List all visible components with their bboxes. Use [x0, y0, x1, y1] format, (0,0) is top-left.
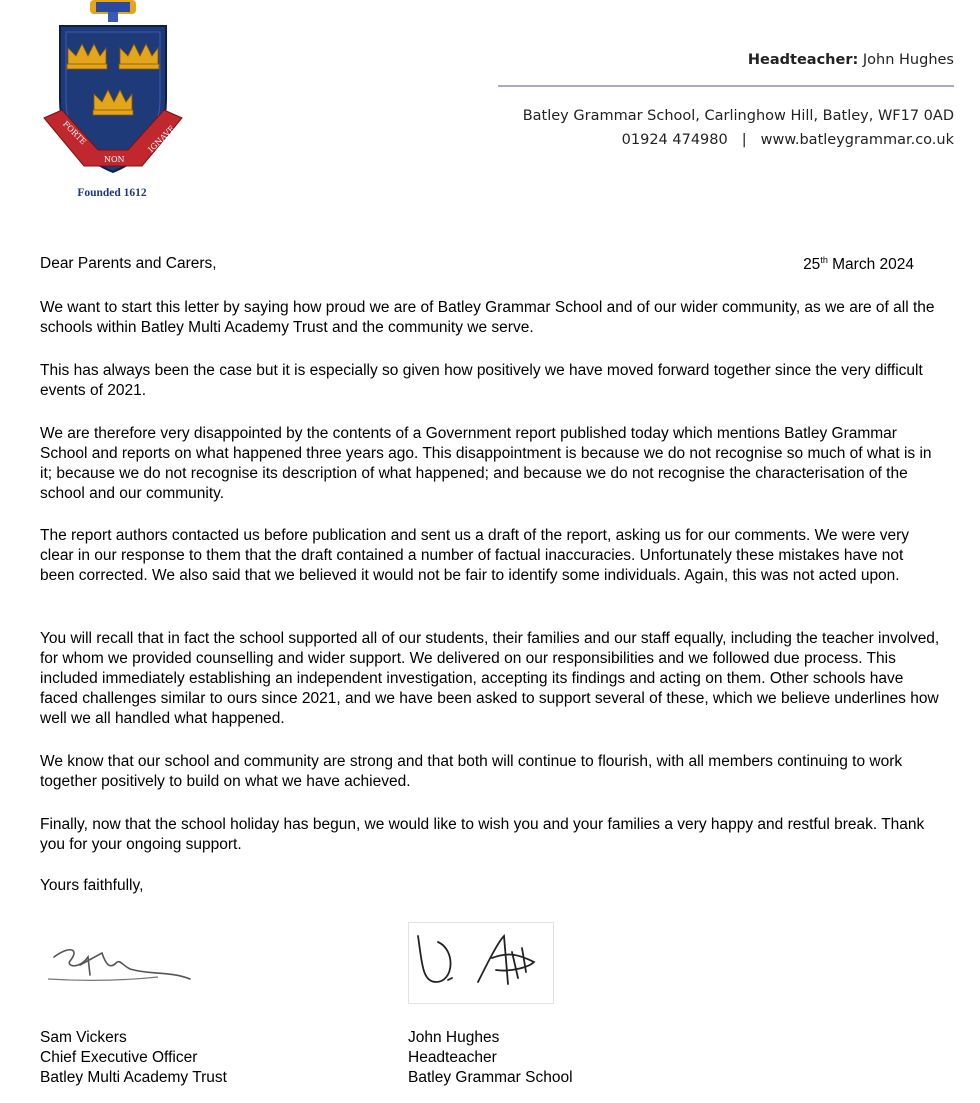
signatory-organisation: Batley Grammar School [408, 1069, 573, 1086]
signatory-organisation: Batley Multi Academy Trust [40, 1069, 227, 1086]
phone-number: 01924 474980 [621, 132, 728, 148]
letter-date: 25th March 2024 [803, 255, 914, 273]
signature-sam-vickers [40, 935, 200, 995]
signatory-name: John Hughes [408, 1029, 500, 1046]
closing: Yours faithfully, [40, 877, 144, 894]
header-divider [498, 85, 954, 87]
contact-separator: | [741, 132, 747, 148]
paragraph-2: This has always been the case but it is especially so given how positively we have moved forward together since the very difficult events of 2021. [40, 362, 923, 399]
signatory-title: Chief Executive Officer [40, 1049, 198, 1066]
signatory-block-2 [408, 1028, 573, 1088]
school-address: Batley Grammar School, Carlinghow Hill, Batley, WF17 0AD [522, 108, 954, 124]
motto-word-1: FORTE [60, 119, 88, 147]
paragraph-4: The report authors contacted us before publication and sent us a draft of the report, asking us for our comments. We were very clear in our response to them that the draft contained a number of factual inaccuracies. Unfortunately these mistakes have not been corrected. We also said that we believed it would not be fair to identify some individuals. Again, this was not acted upon. [40, 527, 910, 584]
signatory-title: Headteacher [408, 1049, 497, 1066]
paragraph-7: Finally, now that the school holiday has begun, we would like to wish you and your families a very happy and restful break. Thank you for your ongoing support. [40, 816, 925, 853]
crest-helmet [90, 0, 136, 22]
website-link[interactable]: www.batleygrammar.co.uk [760, 132, 954, 148]
founded-caption: Founded 1612 [77, 187, 147, 199]
contact-block [523, 104, 954, 152]
headteacher-label: Headteacher: [747, 52, 859, 68]
paragraph-6: We know that our school and community are strong and that both will continue to flourish, with all members continuing to work together positively to build on what we have achieved. [40, 753, 903, 790]
headteacher-name: John Hughes [862, 52, 954, 68]
paragraph-1: We want to start this letter by saying how proud we are of Batley Grammar School and of our wider community, as we are of all the schools within Batley Multi Academy Trust and the community we serve. [40, 299, 935, 336]
headteacher-line [748, 52, 954, 68]
paragraph-5: You will recall that in fact the school supported all of our students, their families and our staff equally, including the teacher involved, for whom we provided counselling and wider support. We delivered on our responsibilities and we followed due process. This included immediately establishing an independent investigation, accepting its findings and acting on them. Other schools have faced challenges similar to ours since 2021, and we have been asked to support several of these, which we believe underlines how well we all handled what happened. [40, 630, 940, 727]
signatory-block-1 [40, 1028, 227, 1088]
school-crest-logo [38, 0, 188, 185]
signatory-name: Sam Vickers [40, 1029, 127, 1046]
paragraph-3: We are therefore very disappointed by the contents of a Government report published today which mentions Batley Grammar School and reports on what happened three years ago. This disappointment is because we do not recognise so much of what is in it; because we do not recognise its description of what happened; and because we do not recognise the characterisation of the school and our community. [40, 425, 932, 502]
signature-john-hughes [408, 922, 554, 1004]
salutation: Dear Parents and Carers, [40, 255, 217, 272]
contact-line [523, 128, 954, 152]
motto-word-2: NON [104, 155, 125, 164]
motto-word-3: IGNAVE [146, 124, 177, 155]
